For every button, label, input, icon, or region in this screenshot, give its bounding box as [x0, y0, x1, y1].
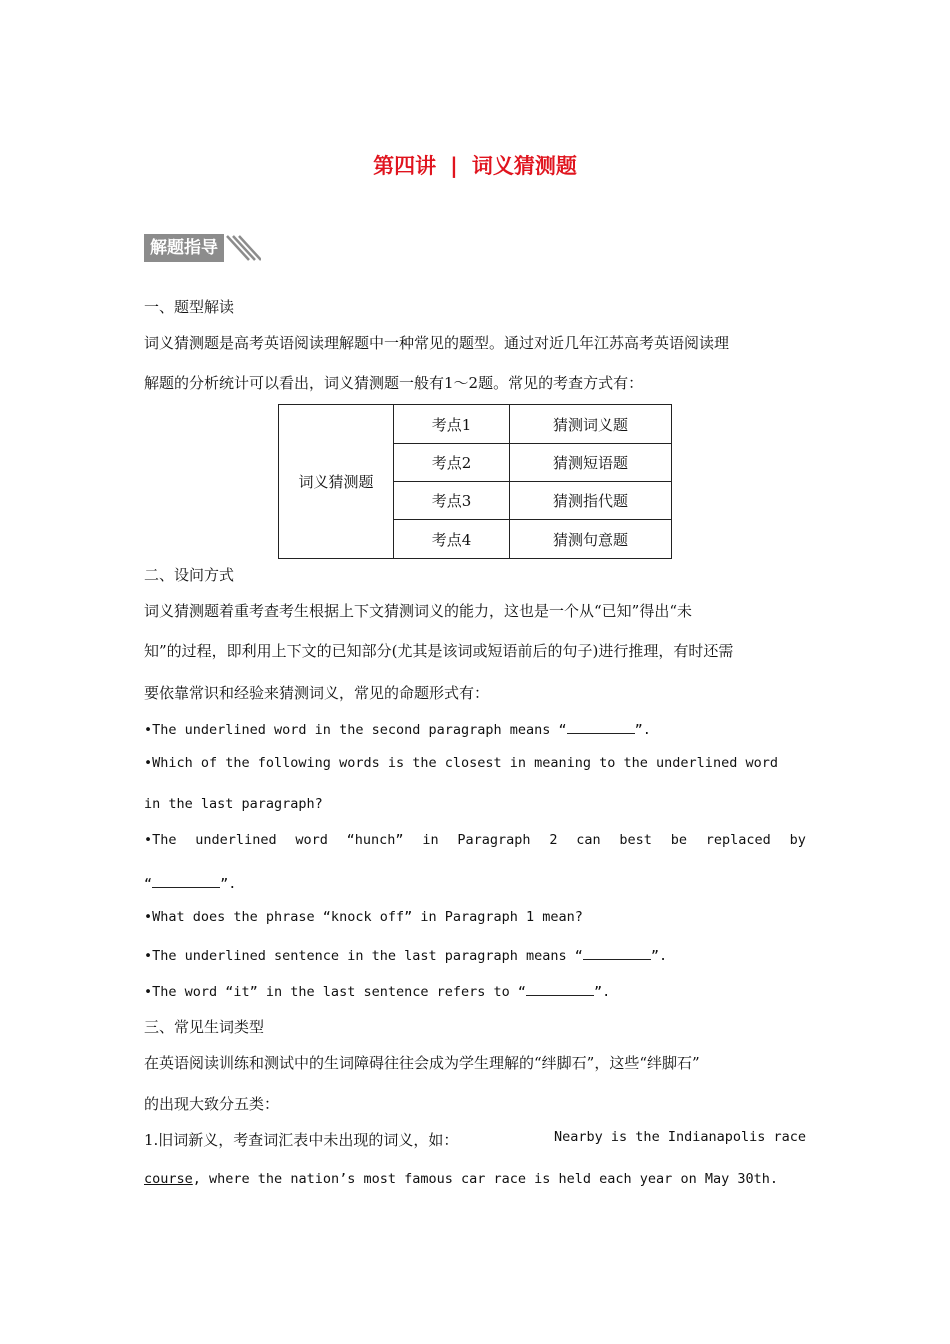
table-category-cell: 词义猜测题 [279, 405, 394, 559]
question-form-end: ”. [650, 948, 668, 964]
table-type-cell: 猜测词义题 [510, 405, 672, 444]
table-type-cell: 猜测句意题 [510, 520, 672, 559]
section2-paragraph-line3: 要依靠常识和经验来猜测词义，常见的命题形式有： [144, 684, 490, 702]
section1-paragraph-line1: 词义猜测题是高考英语阅读理解题中一种常见的题型。通过对近几年江苏高考英语阅读理 [144, 334, 730, 352]
question-form-1 [144, 719, 651, 738]
question-form-4: •What does the phrase “knock off” in Paragraph 1 mean? [144, 909, 583, 925]
section2-paragraph-line1: 词义猜测题着重考查考生根据上下文猜测词义的能力，这也是一个从“已知”得出“未 [144, 602, 693, 620]
table-point-cell: 考点2 [394, 444, 510, 482]
section2-heading: 二、设问方式 [144, 566, 235, 584]
table-type-cell: 猜测指代题 [510, 482, 672, 520]
section1-heading: 一、题型解读 [144, 298, 235, 316]
item1-chinese: 1.旧词新义，考查词汇表中未出现的词义，如： [144, 1131, 459, 1149]
question-type-table [278, 404, 672, 559]
question-form-end: ”. [594, 984, 611, 1000]
answer-blank [152, 873, 220, 888]
table-point-cell: 考点4 [394, 520, 510, 559]
badge-label: 解题指导 [144, 234, 224, 262]
word: be [670, 832, 687, 848]
table-point-cell: 考点3 [394, 482, 510, 520]
question-form-end: ”. [220, 876, 237, 892]
question-form-6 [144, 981, 610, 1000]
word: replaced [705, 832, 771, 848]
section3-paragraph-line1: 在英语阅读训练和测试中的生词障碍往往会成为学生理解的“绊脚石”，这些“绊脚石” [144, 1054, 700, 1072]
title-lecture: 第四讲 [373, 154, 437, 178]
word: Paragraph [457, 832, 531, 848]
word: can [576, 832, 601, 848]
word: underlined [195, 832, 277, 848]
question-form-start: “ [144, 876, 153, 892]
question-form-text: •The word “it” in the last sentence refers to “ [144, 984, 527, 1000]
section3-item1-line2 [144, 1171, 778, 1187]
word: •The [144, 832, 177, 848]
table-point-cell: 考点1 [394, 405, 510, 444]
word: in [422, 832, 439, 848]
word: 2 [549, 832, 558, 848]
word: best [619, 832, 652, 848]
question-form-2-line2: in the last paragraph? [144, 796, 323, 812]
word: word [295, 832, 328, 848]
word: by [789, 832, 806, 848]
table-type-cell: 猜测短语题 [510, 444, 672, 482]
title-separator: | [450, 154, 458, 178]
section2-paragraph-line2: 知”的过程，即利用上下文的已知部分(尤其是该词或短语前后的句子)进行推理，有时还需 [144, 642, 734, 660]
item1-sentence-rest: , where the nation’s most famous car race is held each year on May 30th. [192, 1171, 778, 1187]
item1-english: Nearby is the Indianapolis race [554, 1129, 806, 1145]
word: “hunch” [346, 832, 404, 848]
question-form-3-line1 [144, 832, 806, 848]
page-title [0, 150, 950, 180]
section3-item1-line1 [144, 1129, 806, 1150]
stripes-icon [225, 234, 261, 262]
question-form-2-line1: •Which of the following words is the closest in meaning to the underlined word [144, 755, 778, 771]
section3-paragraph-line2: 的出现大致分五类： [144, 1095, 280, 1113]
answer-blank [583, 945, 651, 960]
underlined-word: course [144, 1171, 193, 1187]
question-form-3-line2 [144, 873, 236, 892]
question-form-text: •The underlined word in the second paragraph means “ [144, 722, 567, 738]
question-form-5 [144, 945, 667, 964]
title-topic: 词义猜测题 [471, 154, 577, 178]
question-form-end: ”. [634, 722, 651, 738]
question-form-text: •The underlined sentence in the last paragraph means “ [144, 948, 583, 964]
answer-blank [526, 981, 594, 996]
section3-heading: 三、常见生词类型 [144, 1018, 265, 1036]
answer-blank [567, 719, 635, 734]
section-badge [144, 234, 261, 262]
section1-paragraph-line2: 解题的分析统计可以看出，词义猜测题一般有1～2题。常见的考查方式有： [144, 374, 644, 392]
